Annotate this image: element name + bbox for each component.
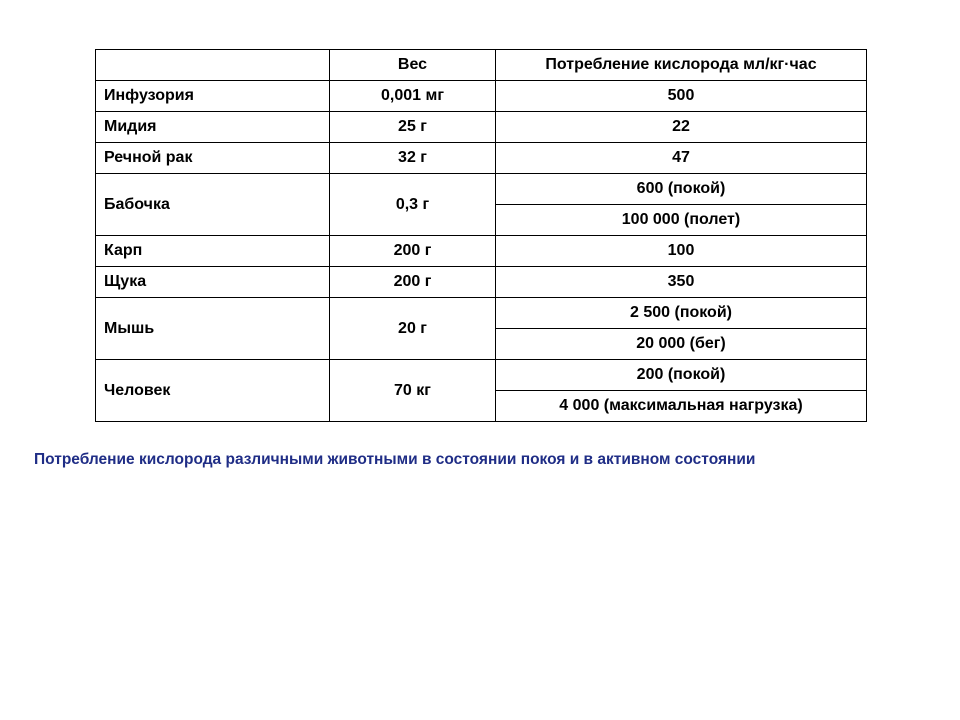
oxygen-value-active: 20 000 (бег) (496, 329, 867, 360)
table-header-row (96, 50, 867, 81)
animal-weight: 200 г (330, 236, 496, 267)
animal-weight: 200 г (330, 267, 496, 298)
table-row (96, 112, 867, 143)
table-row (96, 298, 867, 329)
header-oxygen: Потребление кислорода мл/кг·час (496, 50, 867, 81)
animal-name: Мидия (96, 112, 330, 143)
oxygen-value: 100 (496, 236, 867, 267)
animal-weight: 32 г (330, 143, 496, 174)
animal-weight: 70 кг (330, 360, 496, 422)
animal-weight: 0,001 мг (330, 81, 496, 112)
animal-name: Бабочка (96, 174, 330, 236)
header-animal (96, 50, 330, 81)
animal-name: Речной рак (96, 143, 330, 174)
animal-name: Инфузория (96, 81, 330, 112)
table-row (96, 143, 867, 174)
oxygen-value-rest: 200 (покой) (496, 360, 867, 391)
animal-weight: 20 г (330, 298, 496, 360)
animal-name: Человек (96, 360, 330, 422)
oxygen-value-active: 100 000 (полет) (496, 205, 867, 236)
oxygen-consumption-table (95, 49, 867, 422)
animal-weight: 0,3 г (330, 174, 496, 236)
header-weight: Вес (330, 50, 496, 81)
animal-name: Мышь (96, 298, 330, 360)
animal-name: Карп (96, 236, 330, 267)
oxygen-value-rest: 600 (покой) (496, 174, 867, 205)
animal-weight: 25 г (330, 112, 496, 143)
oxygen-value: 500 (496, 81, 867, 112)
oxygen-value: 47 (496, 143, 867, 174)
table-caption: Потребление кислорода различными животными в состоянии покоя и в активном состоянии (34, 451, 756, 468)
table-row (96, 267, 867, 298)
table-row (96, 174, 867, 205)
table-row (96, 81, 867, 112)
table-row (96, 360, 867, 391)
table-row (96, 236, 867, 267)
oxygen-value-rest: 2 500 (покой) (496, 298, 867, 329)
oxygen-value-active: 4 000 (максимальная нагрузка) (496, 391, 867, 422)
animal-name: Щука (96, 267, 330, 298)
oxygen-value: 22 (496, 112, 867, 143)
oxygen-value: 350 (496, 267, 867, 298)
